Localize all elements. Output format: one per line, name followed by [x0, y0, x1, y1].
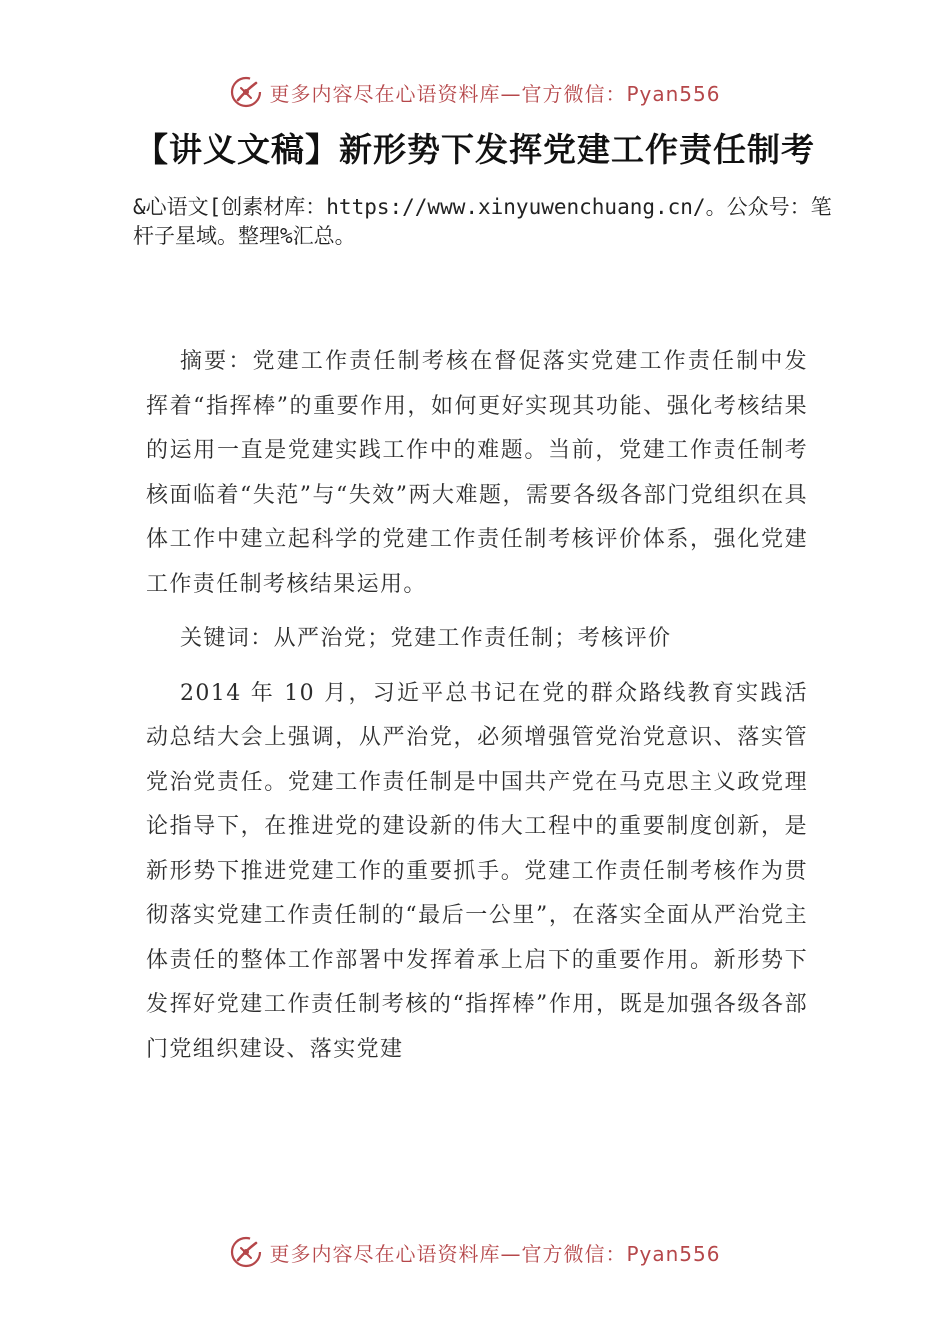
header-watermark-banner: [0, 72, 950, 112]
document-body: [146, 340, 808, 1082]
brand-logo-icon: [229, 75, 263, 109]
source-line: &心语文[创素材库：https://www.xinyuwenchuang.cn/。公众号：笔杆子星域。整理%汇总。: [133, 195, 832, 248]
banner-text: 更多内容尽在心语资料库—官方微信：Pyan556: [269, 81, 721, 106]
keywords-paragraph: 关键词：从严治党；党建工作责任制；考核评价: [180, 626, 672, 651]
document-title: 【讲义文稿】新形势下发挥党建工作责任制考: [135, 130, 815, 169]
footer-watermark-banner: [0, 1232, 950, 1272]
abstract-paragraph: 摘要：党建工作责任制考核在督促落实党建工作责任制中发挥着“指挥棒”的重要作用，如何更好实现其功能、强化考核结果的运用一直是党建实践工作中的难题。当前，党建工作责任制考核面临着“失范”与“失效”两大难题，需要各级各部门党组织在具体工作中建立起科学的党建工作责任制考核评价体系，强化党建工作责任制考核结果运用。: [146, 349, 808, 597]
brand-logo-icon: [229, 1235, 263, 1269]
banner-text: 更多内容尽在心语资料库—官方微信：Pyan556: [269, 1241, 721, 1266]
body-paragraph: 2014 年 10 月，习近平总书记在党的群众路线教育实践活动总结大会上强调，从严治党，必须增强管党治党意识、落实管党治党责任。党建工作责任制是中国共产党在马克思主义政党理论指导下，在推进党的建设新的伟大工程中的重要制度创新，是新形势下推进党建工作的重要抓手。党建工作责任制考核作为贯彻落实党建工作责任制的“最后一公里”，在落实全面从严治党主体责任的整体工作部署中发挥着承上启下的重要作用。新形势下发挥好党建工作责任制考核的“指挥棒”作用，既是加强各级各部门党组织建设、落实党建: [146, 680, 808, 1062]
